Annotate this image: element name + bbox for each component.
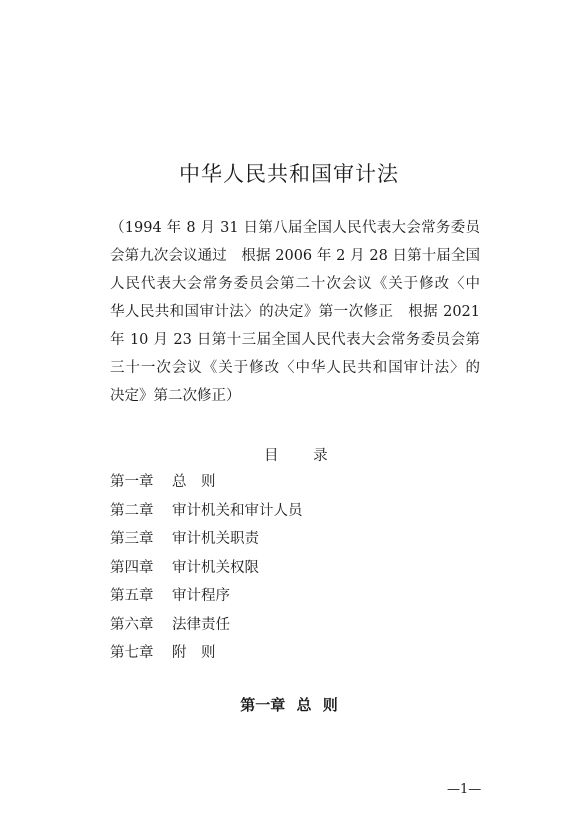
toc-chapter-title: 附 则 [172,645,216,661]
table-of-contents [110,468,303,668]
toc-chapter-title: 审计机关和审计人员 [172,502,303,519]
toc-heading: 目 录 [264,448,328,464]
toc-item-chapter-6 [110,611,303,640]
toc-item-chapter-3 [110,525,303,554]
document-title: 中华人民共和国审计法 [179,162,399,186]
toc-chapter-number: 第一章 [110,474,154,490]
enactment-note-line: 人民代表大会常务委员会第二十次会议《关于修改〈中 [110,276,480,292]
toc-item-chapter-5 [110,582,303,611]
page-number: —1— [447,782,482,797]
toc-chapter-number: 第三章 [110,531,154,547]
toc-chapter-number: 第五章 [110,588,154,604]
enactment-note-line: （1994 年 8 月 31 日第八届全国人民代表大会常务委员 [110,220,480,236]
toc-chapter-title: 审计程序 [172,588,230,604]
toc-chapter-title: 总 则 [172,474,216,490]
enactment-note-line: 华人民共和国审计法〉的决定》第一次修正 根据 2021 [110,304,480,320]
enactment-note [110,214,480,410]
chapter-heading: 第一章 总 则 [240,696,338,714]
enactment-note-line: 会第九次会议通过 根据 2006 年 2 月 28 日第十届全国 [110,248,480,264]
toc-chapter-number: 第二章 [110,502,154,519]
enactment-note-line: 决定》第二次修正） [110,388,241,404]
toc-item-chapter-4 [110,554,303,583]
toc-chapter-title: 法律责任 [172,616,230,633]
enactment-note-line: 年 10 月 23 日第十三届全国人民代表大会常务委员会第 [110,332,480,348]
toc-chapter-title: 审计机关权限 [172,559,259,576]
toc-item-chapter-7 [110,639,303,668]
toc-chapter-number: 第七章 [110,645,154,661]
toc-chapter-number: 第六章 [110,616,154,633]
enactment-note-line: 三十一次会议《关于修改〈中华人民共和国审计法〉的 [110,360,480,376]
toc-chapter-title: 审计机关职责 [172,531,259,547]
toc-chapter-number: 第四章 [110,559,154,576]
toc-item-chapter-2 [110,497,303,526]
toc-item-chapter-1 [110,468,303,497]
